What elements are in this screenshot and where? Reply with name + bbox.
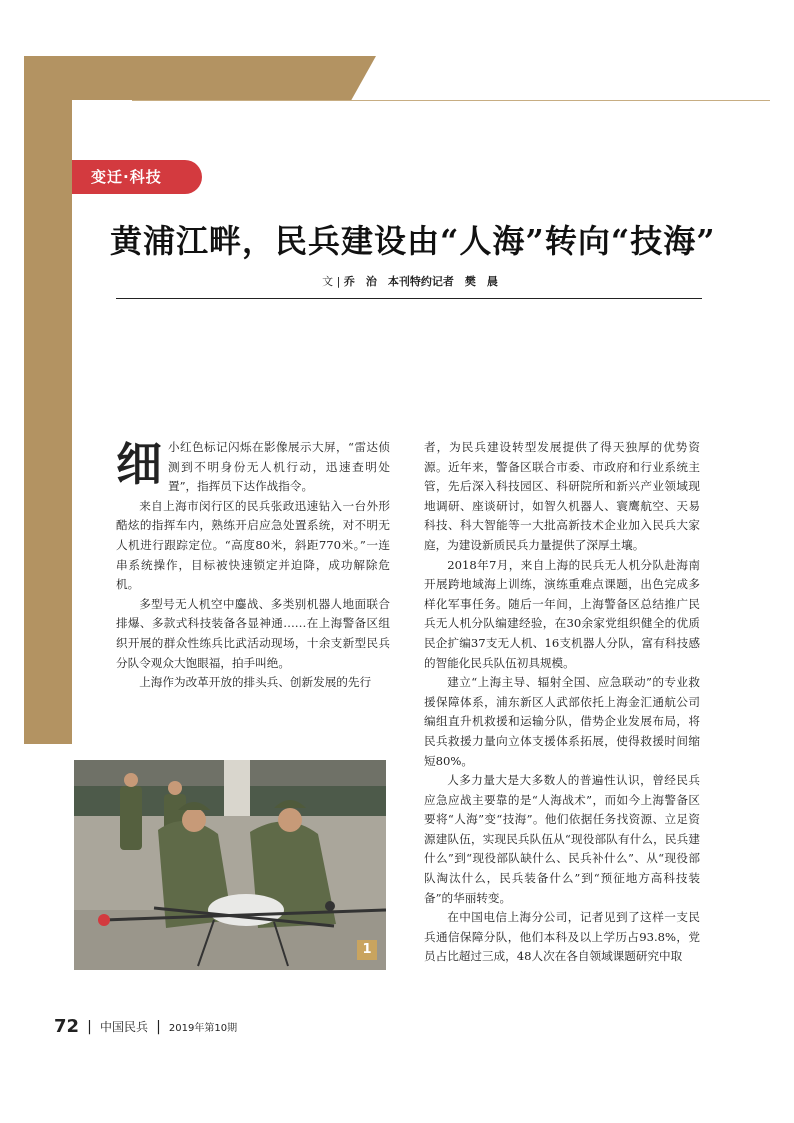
- dropcap: 细: [116, 437, 162, 491]
- gold-side-band: [24, 56, 72, 744]
- footer-separator: |: [156, 1018, 161, 1035]
- paragraph: 来自上海市闵行区的民兵张政迅速钻入一台外形酷炫的指挥车内，熟练开启应急处置系统，对不明无人机进行跟踪定位。“高度80米，斜距770米。”一连串系统操作，目标被快速锁定并迫降，成功解除危机。: [116, 498, 390, 592]
- paragraph: 多型号无人机空中鏖战、多类别机器人地面联合排爆、多款式科技装备各显神通……在上海警备区组织开展的群众性练兵比武活动现场，十余支新型民兵分队令观众大饱眼福，拍手叫绝。: [116, 596, 390, 670]
- paragraph-text: 小红色标记闪烁在影像展示大屏，“雷达侦测到不明身份无人机行动，迅速查明处置”，指挥员下达作战指令。: [168, 440, 390, 494]
- page-footer: [54, 1016, 237, 1037]
- paragraph: 建立“上海主导、辐射全国、应急联动”的专业救援保障体系，浦东新区人武部依托上海金汇通航公司编组直升机救援和运输分队，借势企业发展布局，将民兵救援力量向立体支援体系拓展，使得救援时间缩短80%。: [424, 675, 700, 768]
- article-title: 黄浦江畔，民兵建设由“人海”转向“技海”: [110, 222, 716, 260]
- paragraph: 者，为民兵建设转型发展提供了得天独厚的优势资源。近年来，警备区联合市委、市政府和行业系统主管，先后深入科技园区、科研院所和新兴产业领域现地调研、座谈研讨，如智久机器人、寰鹰航空、天易科技、科大智能等一大批高新技术企业加入民兵大家庭，为建设新质民兵力量提供了深厚土壤。: [424, 440, 700, 552]
- byline-prefix: 文: [322, 275, 334, 288]
- photo-number-badge: 1: [357, 940, 377, 960]
- byline: [110, 274, 710, 290]
- paragraph: 上海作为改革开放的排头兵、创新发展的先行: [139, 675, 372, 690]
- gold-header-band: [24, 56, 376, 100]
- byline-bar: |: [336, 275, 341, 288]
- left-column: [116, 438, 390, 693]
- paragraph: 2018年7月，来自上海的民兵无人机分队赴海南开展跨地域海上训练，演练重难点课题，出色完成多样化军事任务。随后一年间，上海警备区总结推广民兵无人机分队编建经验，在30余家党组织健全的优质民企扩编37支无人机、16支机器人分队，富有科技感的智能化民兵队伍初具规模。: [424, 557, 700, 670]
- paragraph: [116, 438, 390, 497]
- paragraph: 人多力量大是大多数人的普遍性认识，曾经民兵应急应战主要靠的是“人海战术”，而如今上海警备区要将“人海”变“技海”。他们依据任务找资源、立足资源建队伍，实现民兵队伍从“现役部队有什么，民兵建什么”到“现役部队缺什么、民兵补什么”、从“现役部队淘汰什么，民兵装备什么”到“预征地方高科技装备”的华丽转变。: [424, 773, 700, 905]
- footer-separator: |: [87, 1018, 92, 1035]
- paragraph: 在中国电信上海分公司，记者见到了这样一支民兵通信保障分队，他们本科及以上学历占93.8%，党员占比超过三成，48人次在各自领域课题研究中取: [424, 910, 700, 964]
- page-number: 72: [54, 1016, 80, 1037]
- magazine-name: 中国民兵: [99, 1020, 148, 1034]
- issue-label: 2019年第10期: [168, 1023, 238, 1034]
- photo-illustration: [74, 760, 386, 970]
- article-photo: [74, 760, 386, 970]
- top-divider: [132, 100, 770, 101]
- right-column: [424, 438, 700, 967]
- byline-authors: 乔 治 本刊特约记者 樊 晨: [343, 275, 498, 288]
- section-tag: 变迁·科技: [72, 160, 202, 194]
- title-divider: [116, 298, 702, 299]
